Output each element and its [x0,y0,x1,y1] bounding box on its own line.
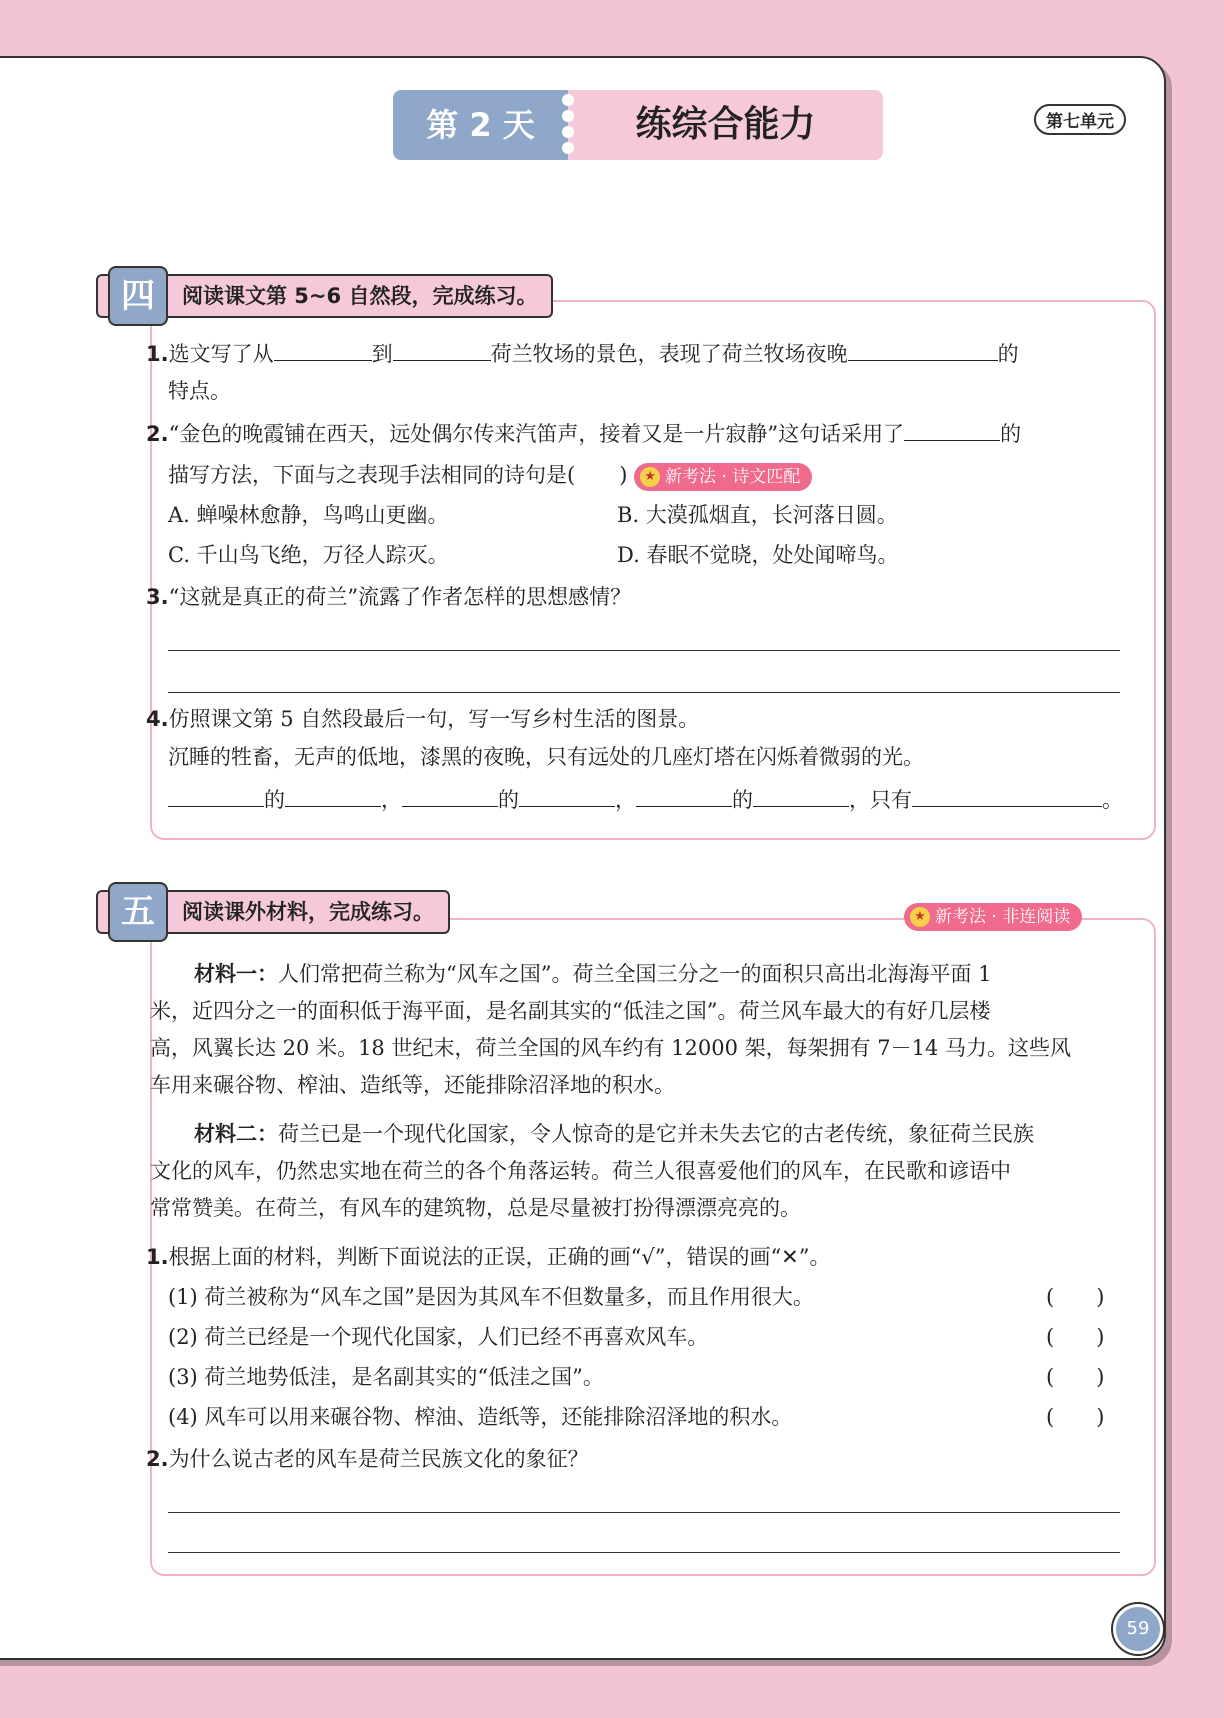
day-label: 第 2 天 [393,90,568,160]
judge-paren-4[interactable]: ( ) [1046,1405,1105,1429]
s5-q1: 1.根据上面的材料，判断下面说法的正误，正确的画“√”，错误的画“✕”。 [146,1245,831,1269]
s4-q3: 3.“这就是真正的荷兰”流露了作者怎样的思想感情？ [146,585,632,609]
blank[interactable] [402,782,498,807]
answer-line[interactable] [168,1552,1120,1553]
s4-q2-line1: 2.“金色的晚霞铺在西天，远处偶尔传来汽笛声，接着又是一片寂静”这句话采用了 的 [146,416,1021,451]
s4-q2-option-a[interactable]: A. 蝉噪林愈静，鸟鸣山更幽。 [168,503,449,527]
blank[interactable] [636,782,732,807]
judge-paren-3[interactable]: ( ) [1046,1365,1105,1389]
blank[interactable] [912,782,1102,807]
s5-q2: 2.为什么说古老的风车是荷兰民族文化的象征？ [146,1447,589,1471]
material-2: 材料二：荷兰已是一个现代化国家，令人惊奇的是它并未失去它的古老传统，象征荷兰民族 文化的风车，仍然忠实地在荷兰的各个角落运转。荷兰人很喜爱他们的风车，在民歌和谚语中 常常赞美。在荷兰，有风车的建筑物，总是尽量被打扮得漂漂亮亮的。 [150,1122,1034,1220]
section-4-number: 四 [108,266,168,326]
section-4-header [108,266,553,326]
blank[interactable] [285,782,381,807]
section-4-title: 阅读课文第 5~6 自然段，完成练习。 [160,274,553,318]
s4-q2-line2: 描写方法，下面与之表现手法相同的诗句是( ) ★ 新考法 · 诗文匹配 [168,458,812,492]
section-5-header [108,882,450,942]
badge-poem-match: ★ 新考法 · 诗文匹配 [634,463,812,491]
star-icon: ★ [910,907,930,927]
s5-q1-item-1: (1) 荷兰被称为“风车之国”是因为其风车不但数量多，而且作用很大。 [168,1285,814,1309]
blank[interactable] [168,782,264,807]
blank-from[interactable] [274,336,372,361]
day-title: 练综合能力 [568,90,883,160]
blank-method[interactable] [904,416,1000,441]
day-banner [393,90,883,160]
s4-q4-fill: 的 ， 的 ， 的 ，只有 。 [168,782,1123,817]
answer-line[interactable] [168,650,1120,651]
badge-nonlinear-reading-wrap [904,898,1082,932]
material-1: 材料一：人们常把荷兰称为“风车之国”。荷兰全国三分之一的面积只高出北海海平面 1 米，近四分之一的面积低于海平面，是名副其实的“低洼之国”。荷兰风车最大的有好几层楼 高，风翼长达 20 米。18 世纪末，荷兰全国的风车约有 12000 架，每架拥有 7－14 马力。这些风 车用来碾谷物、榨油、造纸等，还能排除沼泽地的积水。 [150,962,1072,1097]
blank-feature[interactable] [848,336,998,361]
s4-q2-option-d[interactable]: D. 春眠不觉晓，处处闻啼鸟。 [617,543,899,567]
s5-q1-item-4: (4) 风车可以用来碾谷物、榨油、造纸等，还能排除沼泽地的积水。 [168,1405,793,1429]
answer-line[interactable] [168,1512,1120,1513]
s4-q1-line2: 特点。 [168,379,231,403]
badge-nonlinear-reading: ★ 新考法 · 非连阅读 [904,903,1082,931]
s5-q1-item-3: (3) 荷兰地势低洼，是名副其实的“低洼之国”。 [168,1365,604,1389]
judge-paren-2[interactable]: ( ) [1046,1325,1105,1349]
blank[interactable] [519,782,615,807]
page-number: 59 [1113,1604,1163,1654]
star-icon: ★ [640,467,660,487]
judge-paren-1[interactable]: ( ) [1046,1285,1105,1309]
blank-to[interactable] [393,336,491,361]
s4-q1-line1: 1.选文写了从 到 荷兰牧场的景色，表现了荷兰牧场夜晚 的 [146,336,1019,371]
answer-line[interactable] [168,692,1120,693]
section-5-number: 五 [108,882,168,942]
s4-q2-option-c[interactable]: C. 千山鸟飞绝，万径人踪灭。 [168,543,449,567]
s5-q1-item-2: (2) 荷兰已经是一个现代化国家，人们已经不再喜欢风车。 [168,1325,709,1349]
s4-q2-option-b[interactable]: B. 大漠孤烟直，长河落日圆。 [617,503,898,527]
unit-tag: 第七单元 [1034,104,1126,135]
blank[interactable] [753,782,849,807]
section-5-title: 阅读课外材料，完成练习。 [160,890,450,934]
s4-q4-example: 沉睡的牲畜，无声的低地，漆黑的夜晚，只有远处的几座灯塔在闪烁着微弱的光。 [168,745,924,769]
banner-dots [559,94,577,156]
s4-q4: 4.仿照课文第 5 自然段最后一句，写一写乡村生活的图景。 [146,707,700,731]
